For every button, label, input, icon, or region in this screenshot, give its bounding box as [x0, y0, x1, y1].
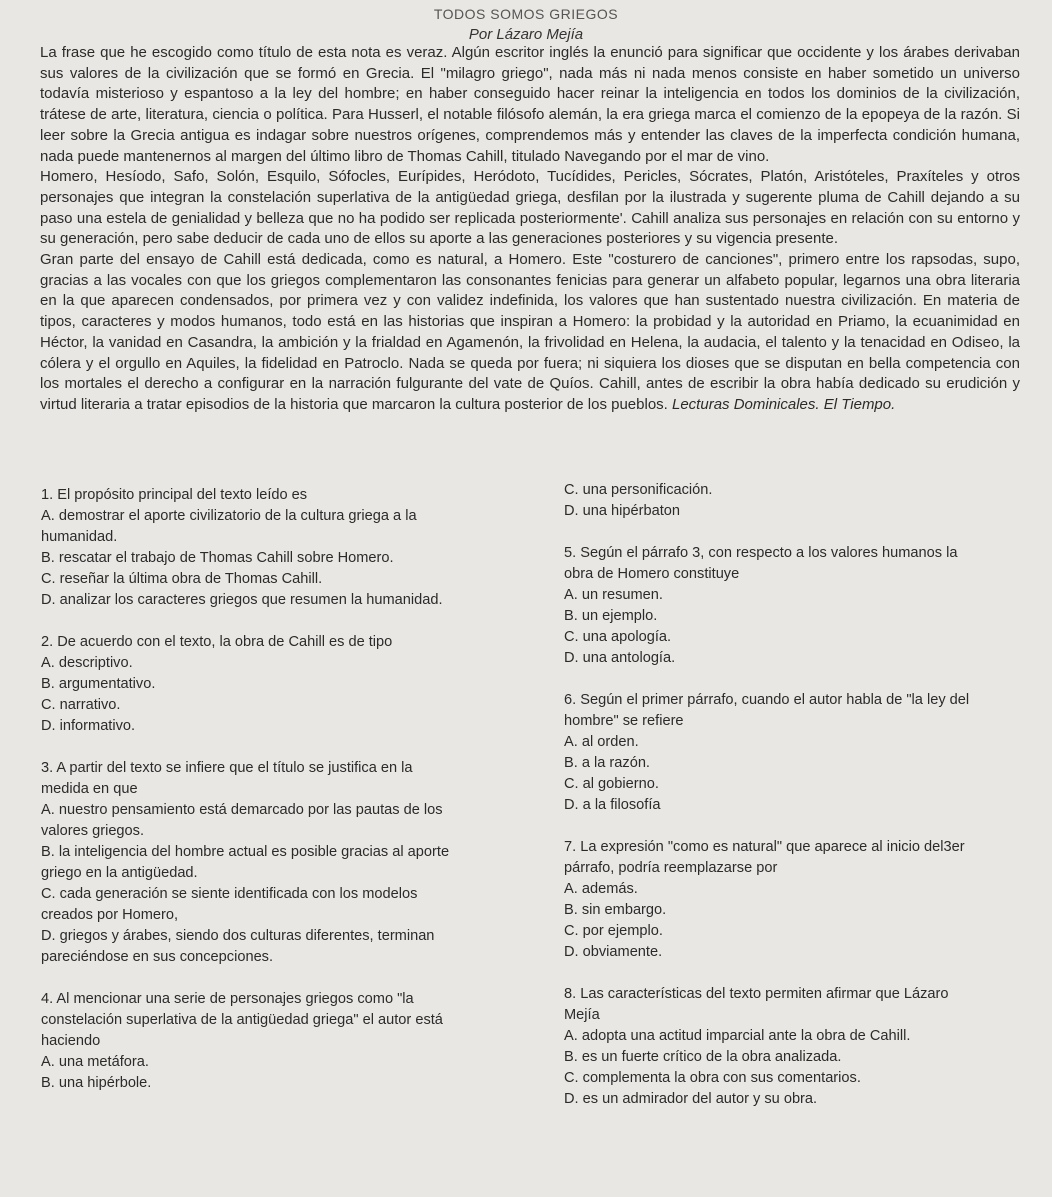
question-line: 1. El propósito principal del texto leído es: [41, 487, 308, 503]
paragraph-3-text: Gran parte del ensayo de Cahill está dedicada, como es natural, a Homero. Este "costurero de canciones", primero entre los rapsodas, supo, gracias a las vocales con que los griegos complementaron las consonantes fenicias para generar un alfabeto popular, legarnos una obra literaria en la que aparecen condensados, por primera vez y con validez indefinida, los valores que han sustentado nuestra civilización. En materia de tipos, caracteres y modos humanos, todo está en las historias que inspiran a Homero: la probidad y la autoridad en Priamo, la ecuanimidad en Héctor, la vanidad en Casandra, la ambición y la frialdad en Agamenón, la frivolidad en Helena, la audacia, el talento y la tenacidad en Odiseo, la cólera y el orgullo en Aquiles, la fidelidad en Patroclo. Nada se queda por fuera; ni siquiera los dioses que se disputan en bella competencia con los mortales el derecho a configurar en la narración fulgurante del vate de Quíos. Cahill, antes de escribir la obra había dedicado su erudición y virtud literaria a tratar episodios de la historia que marcaron la cultura posterior de los pueblos.: [40, 251, 1020, 413]
question-line: D. una antología.: [564, 650, 676, 666]
question-spacer: [41, 968, 541, 989]
question-line: C. por ejemplo.: [564, 923, 663, 939]
question-spacer: [564, 963, 1034, 984]
question-line: haciendo: [41, 1033, 101, 1049]
paragraph-2: Homero, Hesíodo, Safo, Solón, Esquilo, Sófocles, Eurípides, Heródoto, Tucídides, Pericles, Sócrates, Platón, Aristóteles, Praxíteles y otros personajes que integran la constelación superlativa de la antigüedad griega, desfilan por la ilustrada y sugerente pluma de Cahill dejando a su paso una estela de genialidad y belleza que no ha podido ser replicada posteriormente'. Cahill analiza sus personajes en relación con su entorno y su generación, pero sabe deducir de cada uno de ellos su aporte a las generaciones posteriores y su vigencia presente.: [40, 168, 1020, 248]
question-line: hombre" se refiere: [564, 713, 684, 729]
question-line: A. una metáfora.: [41, 1054, 149, 1070]
questions-right-column: [564, 480, 1034, 1110]
question-line: D. griegos y árabes, siendo dos culturas diferentes, terminan: [41, 928, 435, 944]
question-line: A. además.: [564, 881, 638, 897]
author-byline: Por Lázaro Mejía: [468, 26, 584, 43]
question-line: C. una personificación.: [564, 482, 713, 498]
question-line: C. al gobierno.: [564, 776, 659, 792]
question-line: 2. De acuerdo con el texto, la obra de Cahill es de tipo: [41, 634, 393, 650]
page-title: TODOS SOMOS GRIEGOS: [433, 6, 619, 22]
question-line: A. al orden.: [564, 734, 639, 750]
question-line: griego en la antigüedad.: [41, 865, 198, 881]
question-line: 3. A partir del texto se infiere que el título se justifica en la: [41, 760, 413, 776]
question-line: C. reseñar la última obra de Thomas Cahill.: [41, 571, 323, 587]
question-line: A. nuestro pensamiento está demarcado por las pautas de los: [41, 802, 443, 818]
question-line: 7. La expresión "como es natural" que aparece al inicio del3er: [564, 839, 965, 855]
question-line: D. obviamente.: [564, 944, 663, 960]
question-line: C. complementa la obra con sus comentarios.: [564, 1070, 861, 1086]
question-line: D. a la filosofía: [564, 797, 661, 813]
question-line: B. rescatar el trabajo de Thomas Cahill sobre Homero.: [41, 550, 394, 566]
question-line: creados por Homero,: [41, 907, 179, 923]
question-line: 4. Al mencionar una serie de personajes griegos como "la: [41, 991, 414, 1007]
question-line: B. un ejemplo.: [564, 608, 658, 624]
question-line: valores griegos.: [41, 823, 145, 839]
question-line: C. cada generación se siente identificada con los modelos: [41, 886, 418, 902]
question-line: 5. Según el párrafo 3, con respecto a los valores humanos la: [564, 545, 958, 561]
question-line: C. una apología.: [564, 629, 672, 645]
question-line: A. un resumen.: [564, 587, 663, 603]
question-line: D. es un admirador del autor y su obra.: [564, 1091, 818, 1107]
question-spacer: [564, 816, 1034, 837]
question-line: humanidad.: [41, 529, 118, 545]
question-line: B. es un fuerte crítico de la obra analizada.: [564, 1049, 842, 1065]
question-line: C. narrativo.: [41, 697, 121, 713]
paragraph-1: La frase que he escogido como título de esta nota es veraz. Algún escritor inglés la enunció para significar que occidente y los árabes derivaban sus valores de la civilización que se formó en Grecia. El "milagro griego", nada más ni nada menos consiste en haber sometido un universo todavía misterioso y espantoso a la ley del hombre; en haber conseguido hacer reinar la inteligencia en todos los dominios de la civilización, trátese de arte, literatura, ciencia o política. Para Husserl, el notable filósofo alemán, la era griega marca el comienzo de la epopeya de la razón. Si leer sobre la Grecia antigua es indagar sobre nuestros orígenes, comprendemos más y entender las claves de la imperfecta condición humana, nada puede mantenernos al margen del último libro de Thomas Cahill, titulado Navegando por el mar de vino.: [40, 44, 1020, 165]
question-line: constelación superlativa de la antigüedad griega" el autor está: [41, 1012, 443, 1028]
question-line: A. demostrar el aporte civilizatorio de la cultura griega a la: [41, 508, 417, 524]
question-spacer: [41, 737, 541, 758]
question-line: B. una hipérbole.: [41, 1075, 152, 1091]
question-line: Mejía: [564, 1007, 600, 1023]
question-line: 8. Las características del texto permiten afirmar que Lázaro: [564, 986, 949, 1002]
paragraph-3: [40, 250, 1020, 416]
question-line: B. argumentativo.: [41, 676, 156, 692]
question-line: D. analizar los caracteres griegos que resumen la humanidad.: [41, 592, 443, 608]
question-spacer: [564, 522, 1034, 543]
source-citation: Lecturas Dominicales. El Tiempo.: [672, 395, 896, 413]
question-line: D. informativo.: [41, 718, 136, 734]
question-line: A. descriptivo.: [41, 655, 133, 671]
question-line: B. sin embargo.: [564, 902, 667, 918]
reading-passage: [40, 43, 1020, 416]
question-spacer: [41, 611, 541, 632]
question-line: A. adopta una actitud imparcial ante la obra de Cahill.: [564, 1028, 911, 1044]
question-line: B. a la razón.: [564, 755, 650, 771]
question-spacer: [564, 669, 1034, 690]
questions-left-column: [41, 485, 541, 1094]
question-line: medida en que: [41, 781, 138, 797]
question-line: B. la inteligencia del hombre actual es posible gracias al aporte: [41, 844, 450, 860]
question-line: 6. Según el primer párrafo, cuando el autor habla de "la ley del: [564, 692, 970, 708]
question-line: pareciéndose en sus concepciones.: [41, 949, 274, 965]
question-line: párrafo, podría reemplazarse por: [564, 860, 778, 876]
question-line: D. una hipérbaton: [564, 503, 681, 519]
question-line: obra de Homero constituye: [564, 566, 740, 582]
